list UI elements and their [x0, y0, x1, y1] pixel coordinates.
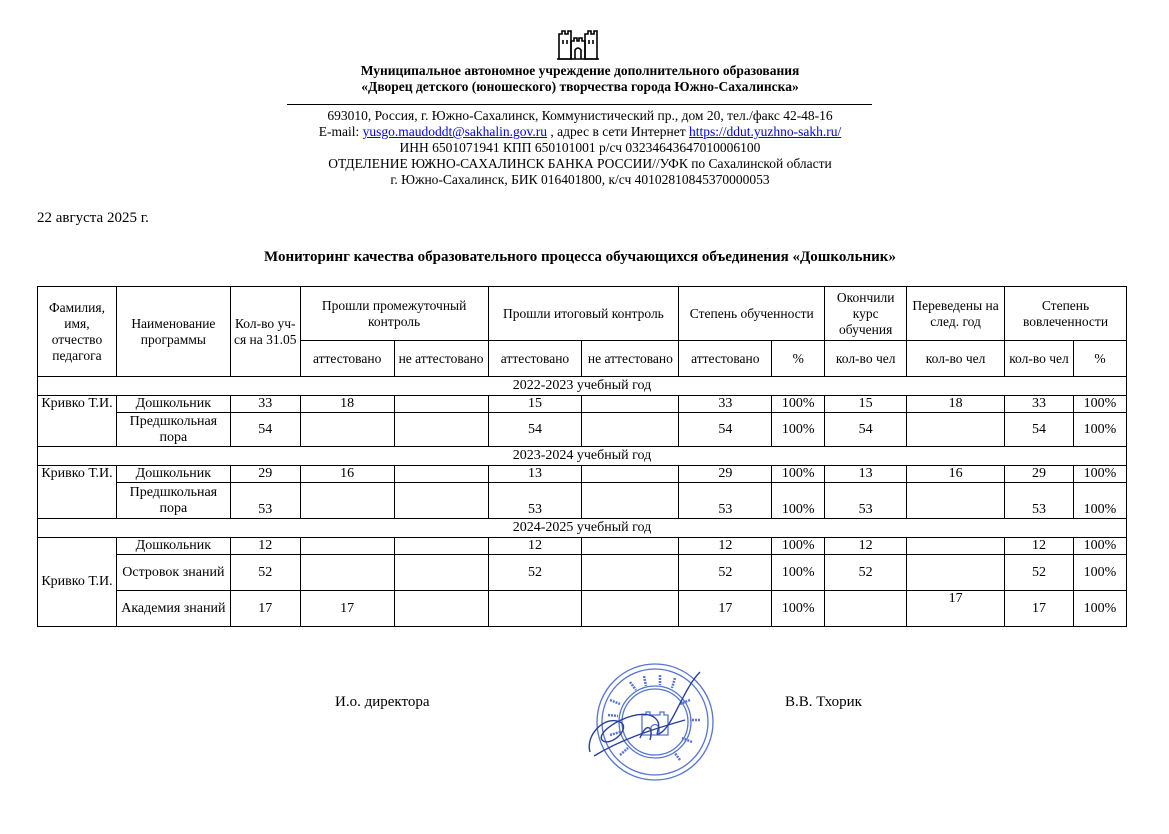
- engagement-percent-cell: 100%: [1073, 591, 1126, 627]
- learning-attested-cell: 54: [679, 413, 772, 447]
- header-program: Наименование программы: [116, 287, 230, 377]
- subheader-final-attested: аттестовано: [488, 341, 582, 377]
- interim-not-attested-cell: [394, 466, 488, 483]
- engagement-count-cell: 29: [1005, 466, 1074, 483]
- learning-percent-cell: 100%: [772, 483, 825, 519]
- transferred-cell: [907, 413, 1005, 447]
- header-transferred: Переведены на след. год: [907, 287, 1005, 341]
- engagement-percent-cell: 100%: [1073, 555, 1126, 591]
- subheader-learning-attested: аттестовано: [679, 341, 772, 377]
- engagement-percent-cell: 100%: [1073, 396, 1126, 413]
- interim-not-attested-cell: [394, 591, 488, 627]
- learning-attested-cell: 29: [679, 466, 772, 483]
- program-cell: Предшкольная пора: [116, 413, 230, 447]
- interim-attested-cell: 16: [300, 466, 394, 483]
- engagement-count-cell: 33: [1005, 396, 1074, 413]
- transferred-cell: [907, 538, 1005, 555]
- completed-cell: 13: [825, 466, 907, 483]
- learning-attested-cell: 53: [679, 483, 772, 519]
- learning-attested-cell: 33: [679, 396, 772, 413]
- table-row: [38, 466, 1127, 483]
- program-cell: Островок знаний: [116, 555, 230, 591]
- program-cell: Предшкольная пора: [116, 483, 230, 519]
- table-row: [38, 396, 1127, 413]
- interim-attested-cell: [300, 483, 394, 519]
- learning-attested-cell: 12: [679, 538, 772, 555]
- site-prefix: , адрес в сети Интернет: [547, 124, 689, 139]
- final-attested-cell: 52: [488, 555, 582, 591]
- tax-details: ИНН 6501071941 КПП 650101001 р/сч 03234643647010006100: [399, 140, 761, 155]
- table-row: [38, 483, 1127, 519]
- count-cell: 29: [230, 466, 300, 483]
- count-cell: 12: [230, 538, 300, 555]
- program-cell: Дошкольник: [116, 538, 230, 555]
- subheader-interim-attested: аттестовано: [300, 341, 394, 377]
- year-row: 2024-2025 учебный год: [38, 519, 1127, 538]
- document-date: 22 августа 2025 г.: [37, 210, 149, 226]
- learning-attested-cell: 17: [679, 591, 772, 627]
- subheader-transferred-count: кол-во чел: [907, 341, 1005, 377]
- completed-cell: 15: [825, 396, 907, 413]
- email-link[interactable]: yusgo.maudoddt@sakhalin.gov.ru: [362, 124, 548, 139]
- final-not-attested-cell: [582, 555, 679, 591]
- signatory-name: В.В. Тхорик: [785, 694, 862, 710]
- subheader-completed-count: кол-во чел: [825, 341, 907, 377]
- interim-not-attested-cell: [394, 413, 488, 447]
- engagement-percent-cell: 100%: [1073, 466, 1126, 483]
- engagement-percent-cell: 100%: [1073, 483, 1126, 519]
- table-row: [38, 538, 1127, 555]
- engagement-count-cell: 12: [1005, 538, 1074, 555]
- subheader-interim-not-attested: не аттестовано: [394, 341, 488, 377]
- header-final-control: Прошли итоговый контроль: [488, 287, 679, 341]
- final-not-attested-cell: [582, 483, 679, 519]
- engagement-count-cell: 54: [1005, 413, 1074, 447]
- final-attested-cell: 53: [488, 483, 582, 519]
- interim-attested-cell: 17: [300, 591, 394, 627]
- table-row: [38, 555, 1127, 591]
- learning-percent-cell: 100%: [772, 466, 825, 483]
- bank-details: ОТДЕЛЕНИЕ ЮЖНО-САХАЛИНСК БАНКА РОССИИ//УФК по Сахалинской области: [328, 156, 832, 171]
- interim-attested-cell: 18: [300, 396, 394, 413]
- learning-percent-cell: 100%: [772, 555, 825, 591]
- final-not-attested-cell: [582, 466, 679, 483]
- transferred-cell: [907, 483, 1005, 519]
- final-attested-cell: 12: [488, 538, 582, 555]
- learning-percent-cell: 100%: [772, 413, 825, 447]
- document-title: Мониторинг качества образовательного процесса обучающихся объединения «Дошкольник»: [264, 249, 896, 265]
- header-engagement: Степень вовлеченности: [1005, 287, 1127, 341]
- subheader-learning-percent: %: [772, 341, 825, 377]
- year-row: 2022-2023 учебный год: [38, 377, 1127, 396]
- header-completed: Окончили курс обучения: [825, 287, 907, 341]
- header-interim-control: Прошли промежуточный контроль: [300, 287, 488, 341]
- final-attested-cell: 13: [488, 466, 582, 483]
- subheader-final-not-attested: не аттестовано: [582, 341, 679, 377]
- final-not-attested-cell: [582, 591, 679, 627]
- header-learning-degree: Степень обученности: [679, 287, 825, 341]
- subheader-engagement-count: кол-во чел: [1005, 341, 1074, 377]
- count-cell: 54: [230, 413, 300, 447]
- program-cell: Дошкольник: [116, 396, 230, 413]
- count-cell: 53: [230, 483, 300, 519]
- teacher-cell: Кривко Т.И.: [38, 538, 117, 627]
- interim-not-attested-cell: [394, 396, 488, 413]
- interim-attested-cell: [300, 538, 394, 555]
- postal-address: 693010, Россия, г. Южно-Сахалинск, Коммунистический пр., дом 20, тел./факс 42-48-16: [327, 108, 833, 123]
- engagement-percent-cell: 100%: [1073, 413, 1126, 447]
- completed-cell: [825, 591, 907, 627]
- website-link[interactable]: https://ddut.yuzhno-sakh.ru/: [688, 124, 842, 139]
- completed-cell: 52: [825, 555, 907, 591]
- contacts-line: [0, 124, 1160, 140]
- engagement-percent-cell: 100%: [1073, 538, 1126, 555]
- learning-percent-cell: 100%: [772, 396, 825, 413]
- engagement-count-cell: 52: [1005, 555, 1074, 591]
- engagement-count-cell: 17: [1005, 591, 1074, 627]
- header-count: Кол-во уч-ся на 31.05: [230, 287, 300, 377]
- program-cell: Академия знаний: [116, 591, 230, 627]
- year-row: 2023-2024 учебный год: [38, 447, 1127, 466]
- count-cell: 17: [230, 591, 300, 627]
- final-attested-cell: 15: [488, 396, 582, 413]
- monitoring-table: [37, 286, 1127, 627]
- subheader-engagement-percent: %: [1073, 341, 1126, 377]
- city-bik-details: г. Южно-Сахалинск, БИК 016401800, к/сч 40102810845370000053: [390, 172, 770, 187]
- organization-name-line1: Муниципальное автономное учреждение дополнительного образования: [360, 63, 800, 78]
- final-not-attested-cell: [582, 413, 679, 447]
- program-cell: Дошкольник: [116, 466, 230, 483]
- count-cell: 52: [230, 555, 300, 591]
- signatory-role: И.о. директора: [335, 694, 430, 710]
- completed-cell: 53: [825, 483, 907, 519]
- final-attested-cell: [488, 591, 582, 627]
- completed-cell: 12: [825, 538, 907, 555]
- final-not-attested-cell: [582, 538, 679, 555]
- table-row: [38, 413, 1127, 447]
- final-attested-cell: 54: [488, 413, 582, 447]
- table-row: [38, 591, 1127, 627]
- engagement-count-cell: 53: [1005, 483, 1074, 519]
- castle-icon: [556, 28, 600, 60]
- header-teacher: Фамилия, имя, отчество педагога: [38, 287, 117, 377]
- final-not-attested-cell: [582, 396, 679, 413]
- header-divider: [287, 104, 872, 105]
- organization-name-line2: «Дворец детского (юношеского) творчества города Южно-Сахалинска»: [361, 79, 799, 94]
- count-cell: 33: [230, 396, 300, 413]
- transferred-cell: 16: [907, 466, 1005, 483]
- interim-not-attested-cell: [394, 483, 488, 519]
- interim-not-attested-cell: [394, 538, 488, 555]
- transferred-cell: [907, 555, 1005, 591]
- teacher-cell: Кривко Т.И.: [38, 396, 117, 447]
- interim-attested-cell: [300, 555, 394, 591]
- completed-cell: 54: [825, 413, 907, 447]
- interim-not-attested-cell: [394, 555, 488, 591]
- learning-percent-cell: 100%: [772, 538, 825, 555]
- learning-percent-cell: 100%: [772, 591, 825, 627]
- teacher-cell: Кривко Т.И.: [38, 466, 117, 519]
- interim-attested-cell: [300, 413, 394, 447]
- transferred-cell: 17: [907, 591, 1005, 627]
- transferred-cell: 18: [907, 396, 1005, 413]
- round-seal-icon: [580, 660, 730, 785]
- email-prefix: E-mail:: [318, 124, 363, 139]
- learning-attested-cell: 52: [679, 555, 772, 591]
